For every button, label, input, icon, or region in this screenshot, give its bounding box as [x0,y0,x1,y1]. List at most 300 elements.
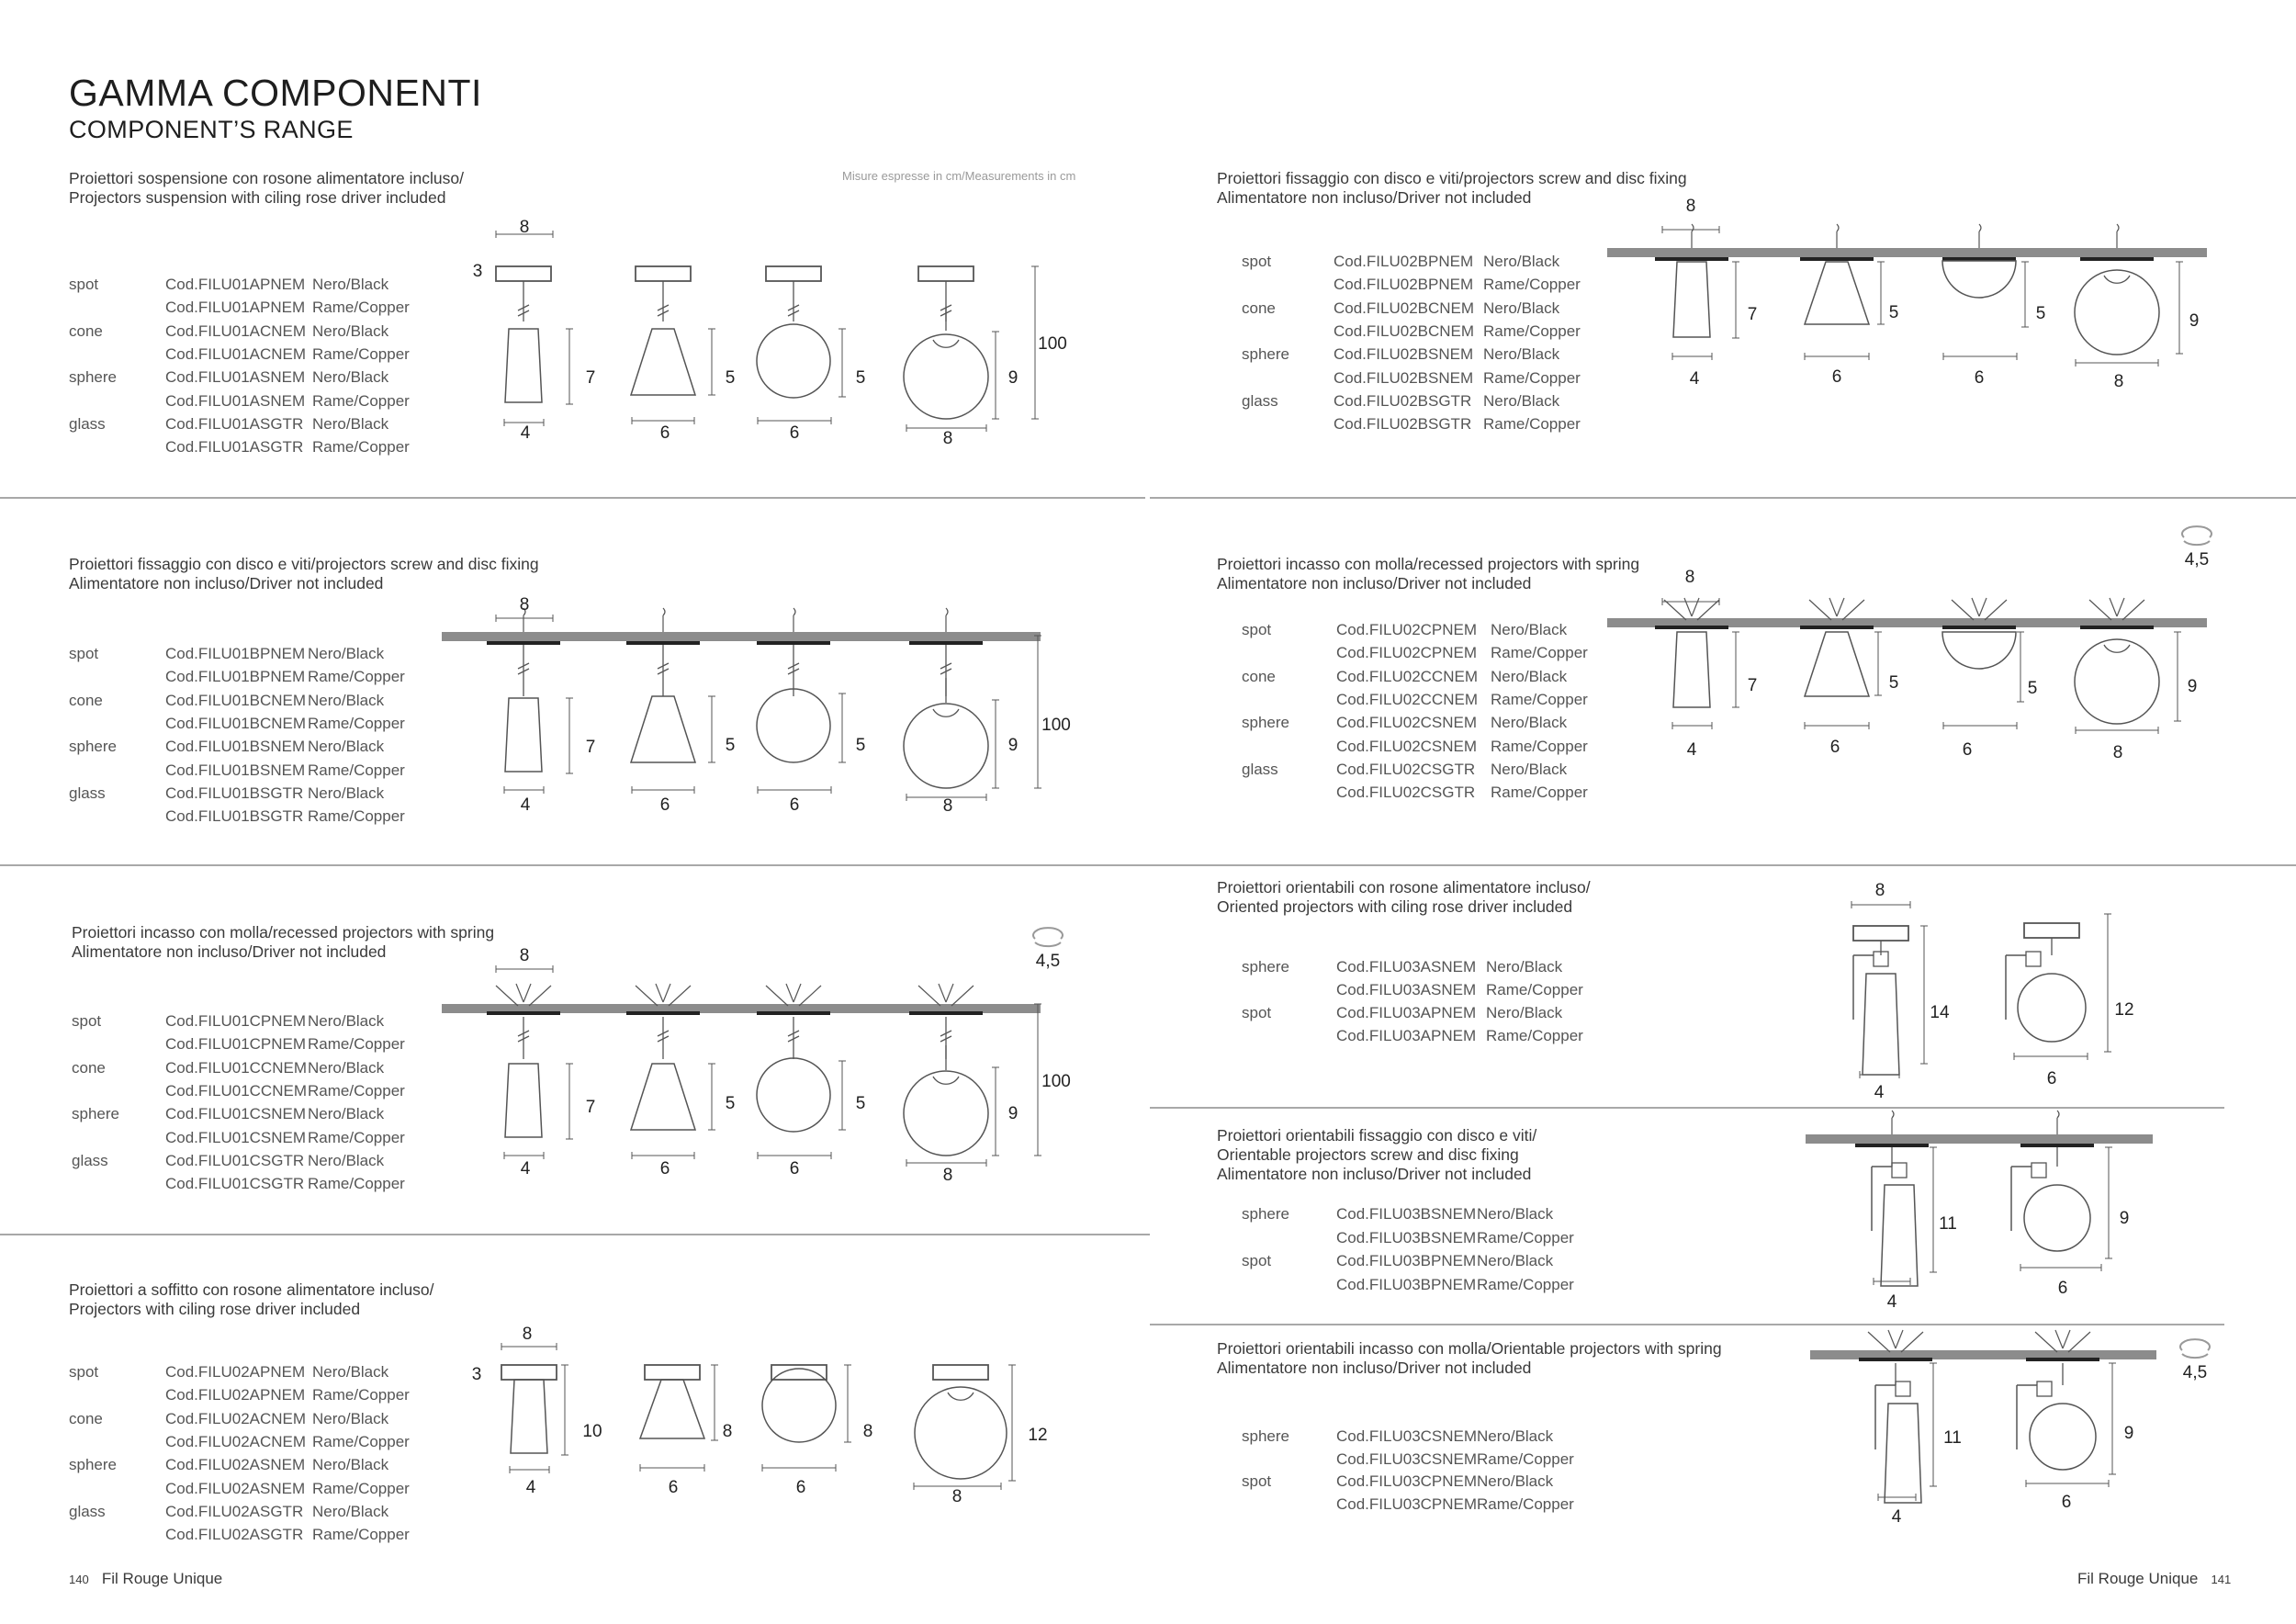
product-finish: Nero/Black [1491,714,1568,732]
product-finish: Nero/Black [308,1151,385,1169]
heading-line: Alimentatore non incluso/Driver not included [1217,574,1532,592]
product-code: Cod.FILU03BPNEM [1336,1252,1477,1269]
product-finish: Rame/Copper [1483,415,1581,434]
product-type: cone [69,1409,103,1427]
glass-inner-bulb [2104,645,2130,652]
dimension-label: 6 [1974,368,1985,388]
product-type: cone [72,1058,106,1077]
dimension-label: 9 [2189,311,2200,331]
product-finish: Nero/Black [1483,253,1560,270]
swivel-joint [2032,1163,2046,1178]
glass-inner-bulb [933,1077,959,1084]
drawing-line [786,984,793,1002]
fixing-disc [1655,257,1728,261]
ceiling-bar [1607,248,2207,257]
product-finish: Nero/Black [312,368,389,387]
dimension-label: 3 [472,262,483,281]
ceiling-rose [933,1365,988,1380]
product-code: Cod.FILU02BPNEM [1334,253,1474,270]
product-type: cone [69,691,103,709]
drawing-line [2117,598,2124,616]
product-code: Cod.FILU01BSNEM [165,738,306,756]
sphere-lamp-shape [1942,261,2016,298]
product-finish: Rame/Copper [1477,1494,1574,1513]
dimension-label: 6 [795,1478,806,1497]
product-code: Cod.FILU01CSNEM [165,1105,307,1123]
product-code: Cod.FILU01CCNEM [165,1058,307,1077]
dimension-label: 5 [2027,679,2038,698]
product-finish: Rame/Copper [308,807,405,826]
dimension-label: 8 [2113,372,2124,391]
fixing-disc [2080,257,2154,261]
ceiling-rose [766,266,821,281]
dimension-label: 5 [725,736,736,755]
ceiling-rose [636,266,691,281]
drawing-line [529,986,551,1006]
dimension-label: 6 [789,1159,800,1179]
product-type: cone [69,321,103,340]
product-code: Cod.FILU03BSNEM [1336,1205,1477,1223]
product-code: Cod.FILU02CPNEM [1336,644,1478,662]
product-type: glass [72,1151,108,1169]
spring-icon [1035,942,1061,946]
cable-end [1979,224,1981,231]
dimension-label: 12 [1028,1426,1048,1445]
heading-line: Alimentatore non incluso/Driver not included [72,942,387,961]
product-type: glass [69,414,106,433]
dimension-label: 5 [2035,304,2046,323]
spot-lamp-shape [505,329,542,402]
product-finish: Rame/Copper [1491,784,1588,802]
dimension-label: 6 [668,1478,679,1497]
product-finish: Rame/Copper [312,299,410,317]
dimension-label: 5 [855,368,866,388]
dimension-label: 8 [519,946,530,965]
product-finish: Nero/Black [308,738,385,756]
ceiling-rose [771,1365,827,1380]
product-code: Cod.FILU02BPNEM [1334,276,1474,294]
product-code: Cod.FILU03BSNEM [1336,1228,1477,1246]
product-code: Cod.FILU01BSGTR [165,807,304,826]
dimension-label: 11 [1943,1428,1962,1448]
ceiling-rose [496,266,551,281]
product-finish: Nero/Black [1483,299,1560,317]
dimension-label: 5 [1888,673,1899,693]
product-code: Cod.FILU02BSGTR [1334,415,1472,434]
heading-line: Alimentatore non incluso/Driver not included [1217,188,1532,207]
fixing-disc [757,641,830,645]
page-subtitle: COMPONENT’S RANGE [69,116,354,143]
dimension-label: 8 [862,1422,873,1441]
product-finish: Nero/Black [1491,621,1568,638]
dimension-label: 100 [1038,334,1067,354]
dimension-label: 5 [855,736,866,755]
drawing-line [1664,600,1686,620]
product-finish: Rame/Copper [308,1081,405,1100]
spring-disc [2080,626,2154,629]
product-code: Cod.FILU01BSGTR [165,784,304,802]
product-type: glass [69,1502,106,1520]
drawing-line [939,984,946,1002]
product-type: spot [1242,253,1272,270]
product-code: Cod.FILU02CPNEM [1336,621,1478,638]
product-code: Cod.FILU02ASNEM [165,1479,306,1497]
cable-end [2117,224,2119,231]
swivel-joint [1896,1382,1910,1396]
product-code: Cod.FILU01ASNEM [165,391,306,410]
product-code: Cod.FILU01BSNEM [165,761,306,779]
dimension-label: 7 [1747,305,1758,324]
cone-lamp-shape [631,1064,695,1130]
product-code: Cod.FILU02BSGTR [1334,391,1472,410]
drawing-line [1837,598,1844,616]
drawing-line [793,984,801,1002]
dimension-label: 8 [951,1487,962,1506]
heading-line: Proiettori a soffitto con rosone alimentatore incluso/ [69,1280,434,1299]
heading-line: Alimentatore non incluso/Driver not included [1217,1165,1532,1183]
dimension-label: 4 [525,1478,536,1497]
product-code: Cod.FILU01BCNEM [165,691,307,709]
product-code: Cod.FILU03APNEM [1336,1004,1477,1021]
product-type: glass [1242,391,1278,410]
product-code: Cod.FILU02CSNEM [1336,737,1478,755]
product-code: Cod.FILU01CSGTR [165,1175,305,1193]
dimension-label: 6 [659,795,670,815]
product-type: sphere [1242,1427,1289,1445]
product-code: Cod.FILU02CSNEM [1336,714,1478,732]
product-finish: Nero/Black [312,276,389,293]
fixing-disc [2020,1144,2094,1147]
dimension-label: 6 [1829,738,1840,757]
swivel-joint [2026,952,2041,966]
spring-icon [1033,928,1063,939]
product-code: Cod.FILU01ASNEM [165,368,306,387]
sphere-lamp-shape [1942,632,2016,669]
product-code: Cod.FILU03APNEM [1336,1027,1477,1044]
drawing-line [523,984,531,1002]
product-type: spot [69,1363,99,1381]
drawing-line [2122,600,2144,620]
drawing-line [918,986,940,1006]
product-finish: Nero/Black [1491,760,1568,778]
dimension-label: 6 [2057,1279,2068,1298]
sphere-lamp-shape [2030,1404,2096,1470]
spring-label: 4,5 [1035,952,1061,971]
cone-lamp-shape [1805,262,1869,324]
product-code: Cod.FILU02CCNEM [1336,667,1478,685]
product-finish: Nero/Black [308,1058,385,1077]
product-code: Cod.FILU01BCNEM [165,714,307,732]
spring-label: 4,5 [2184,550,2210,570]
product-code: Cod.FILU01CPNEM [165,1012,307,1030]
dimension-label: 7 [585,368,596,388]
sphere-lamp-shape [757,689,830,762]
product-code: Cod.FILU01ACNEM [165,344,307,363]
dimension-label: 7 [1747,676,1758,695]
drawing-line [1692,598,1699,616]
dimension-label: 4 [1886,1292,1897,1312]
ceiling-bar [1806,1134,2153,1144]
dimension-label: 6 [2046,1069,2057,1088]
product-finish: Nero/Black [1477,1205,1554,1223]
dimension-label: 5 [1888,303,1899,322]
product-code: Cod.FILU02APNEM [165,1386,306,1404]
product-finish: Rame/Copper [308,714,405,732]
ceiling-rose [918,266,974,281]
product-code: Cod.FILU01ASGTR [165,438,304,457]
heading-line: Oriented projectors with ciling rose driver included [1217,897,1573,916]
spot-lamp-shape [505,698,542,772]
cone-lamp-shape [1805,632,1869,696]
drawing-line [799,986,821,1006]
dimension-label: 3 [471,1365,482,1384]
product-code: Cod.FILU01CCNEM [165,1081,307,1100]
page-title: GAMMA COMPONENTI [69,72,482,114]
product-code: Cod.FILU02ASGTR [165,1526,304,1544]
glass-inner-bulb [2104,276,2130,283]
product-finish: Nero/Black [312,321,389,340]
product-finish: Rame/Copper [1483,368,1581,387]
product-code: Cod.FILU03BPNEM [1336,1275,1477,1293]
dimension-label: 4 [520,1159,531,1179]
dimension-label: 12 [2114,1000,2134,1020]
sphere-lamp-shape [757,324,830,398]
dimension-label: 8 [2112,743,2123,762]
glass-lamp-shape [915,1387,1007,1479]
product-finish: Rame/Copper [1477,1228,1574,1246]
product-code: Cod.FILU03CPNEM [1336,1494,1478,1513]
dimension-label: 8 [1684,568,1695,587]
product-finish: Rame/Copper [1477,1449,1574,1468]
dimension-label: 6 [659,423,670,443]
sphere-lamp-shape [2018,974,2086,1042]
product-finish: Rame/Copper [1477,1275,1574,1293]
drawing-line [1842,600,1864,620]
product-code: Cod.FILU03ASNEM [1336,981,1477,998]
product-finish: Nero/Black [308,645,385,662]
product-finish: Rame/Copper [312,438,410,457]
drawing-line [2068,1332,2090,1352]
drawing-line [2063,1330,2070,1348]
product-type: spot [69,645,99,662]
cone-lamp-shape [631,329,695,395]
product-code: Cod.FILU03CSNEM [1336,1449,1478,1468]
glass-inner-bulb [933,340,959,347]
product-code: Cod.FILU02BSNEM [1334,368,1474,387]
product-type: spot [72,1012,102,1030]
dimension-label: 4 [1874,1083,1885,1102]
dimension-label: 9 [1007,368,1019,388]
product-code: Cod.FILU02ACNEM [165,1432,307,1450]
cable-end [1837,224,1839,231]
dimension-label: 9 [1007,736,1019,755]
cable-end [663,608,665,615]
ceiling-rose [2024,923,2079,938]
spot-lamp-shape [1881,1185,1918,1286]
spot-lamp-shape [1863,974,1899,1075]
spot-lamp-shape [511,1380,547,1453]
spring-disc [757,1011,830,1015]
drawing-line [1896,1330,1903,1348]
heading-line: Projectors suspension with ciling rose driver included [69,188,446,207]
cable-end [1692,224,1694,231]
product-type: sphere [69,1456,117,1474]
product-finish: Rame/Copper [312,1386,410,1404]
dimension-label: 8 [522,1325,533,1344]
product-type: cone [1242,667,1276,685]
product-finish: Nero/Black [308,784,385,802]
drawing-line [946,984,953,1002]
brand-right: Fil Rouge Unique [2077,1570,2199,1587]
swivel-joint [2037,1382,2052,1396]
product-finish: Rame/Copper [312,391,410,410]
drawing-line [766,986,788,1006]
spring-disc [1942,626,2016,629]
spring-disc [626,1011,700,1015]
drawing-line [2110,598,2117,616]
spring-icon [2182,526,2212,537]
spring-icon [2184,541,2210,545]
sphere-lamp-shape [2024,1185,2090,1251]
heading-line: Proiettori orientabili fissaggio con disco e viti/ [1217,1126,1537,1145]
product-code: Cod.FILU02CCNEM [1336,690,1478,708]
drawing-line [1888,1330,1896,1348]
dimension-label: 7 [585,1098,596,1117]
drawing-line [516,984,523,1002]
product-type: spot [1242,621,1272,638]
dimension-label: 8 [519,595,530,615]
product-type: spot [1242,1252,1272,1269]
product-finish: Rame/Copper [1491,690,1588,708]
drawing-line [636,986,658,1006]
heading-line: Proiettori incasso con molla/recessed projectors with spring [72,923,495,942]
drawing-line [2055,1330,2063,1348]
product-code: Cod.FILU02BSNEM [1334,345,1474,364]
dimension-label: 100 [1041,1072,1071,1091]
product-code: Cod.FILU01APNEM [165,299,306,317]
product-finish: Rame/Copper [1491,644,1588,662]
spring-disc [1655,626,1728,629]
cable-end [1892,1111,1894,1118]
product-code: Cod.FILU03ASNEM [1336,958,1477,976]
dimension-label: 4 [1686,740,1697,760]
product-finish: Rame/Copper [1483,276,1581,294]
product-finish: Rame/Copper [312,1479,410,1497]
dimension-label: 8 [942,429,953,448]
spring-disc [1859,1358,1932,1361]
dimension-label: 4 [520,423,531,443]
product-finish: Nero/Black [1483,345,1560,364]
product-finish: Nero/Black [312,1502,389,1520]
ceiling-rose [645,1365,700,1380]
dimension-label: 6 [1831,367,1842,387]
product-type: glass [69,784,106,802]
product-finish: Nero/Black [312,1456,389,1474]
dimension-label: 8 [1874,881,1885,900]
product-type: spot [1242,1472,1272,1490]
heading-line: Orientable projectors screw and disc fixing [1217,1145,1519,1164]
dimension-label: 9 [2187,677,2198,696]
fixing-disc [626,641,700,645]
dimension-label: 7 [585,738,596,757]
dimension-label: 6 [789,795,800,815]
drawing-line [2089,600,2111,620]
footer-left [69,1570,222,1588]
product-type: spot [1242,1004,1272,1021]
dimension-label: 4 [1689,369,1700,389]
cone-lamp-shape [631,696,695,762]
dimension-label: 5 [855,1094,866,1113]
cable-end [946,608,948,615]
drawing-line [669,986,691,1006]
dimension-label: 8 [519,218,530,237]
heading-line: Proiettori orientabili con rosone alimentatore incluso/ [1217,878,1591,897]
heading-line: Projectors with ciling rose driver included [69,1300,361,1318]
drawing-line [1972,598,1979,616]
drawing-line [496,986,518,1006]
drawing-line [663,984,670,1002]
product-code: Cod.FILU01CSNEM [165,1128,307,1146]
product-finish: Nero/Black [1483,391,1560,410]
ceiling-rose [501,1365,557,1380]
drawing-line [1809,600,1831,620]
product-finish: Nero/Black [1486,1004,1563,1021]
spot-lamp-shape [1673,262,1710,337]
glass-inner-bulb [933,709,959,716]
product-code: Cod.FILU02BCNEM [1334,299,1475,317]
product-code: Cod.FILU02ASGTR [165,1502,304,1520]
product-code: Cod.FILU01BPNEM [165,645,306,662]
spot-lamp-shape [1673,632,1710,707]
product-code: Cod.FILU02BCNEM [1334,321,1475,340]
heading-line: Proiettori orientabili incasso con molla/Orientable projectors with spring [1217,1339,1722,1358]
product-code: Cod.FILU02CSGTR [1336,760,1476,778]
product-finish: Rame/Copper [312,1526,410,1544]
product-type: sphere [1242,1205,1289,1223]
product-code: Cod.FILU01BPNEM [165,668,306,686]
spot-lamp-shape [505,1064,542,1137]
dimension-label: 6 [1962,740,1973,760]
dimension-label: 6 [2061,1493,2072,1512]
dimension-label: 4 [1891,1507,1902,1527]
product-code: Cod.FILU01APNEM [165,276,306,293]
product-code: Cod.FILU03CPNEM [1336,1472,1478,1490]
fixing-disc [909,641,983,645]
product-code: Cod.FILU03CSNEM [1336,1427,1478,1445]
spring-icon [2180,1339,2210,1350]
ceiling-rose [1853,926,1908,941]
cable-end [2057,1111,2059,1118]
product-type: spot [69,276,99,293]
dimension-label: 9 [2119,1209,2130,1228]
product-type: glass [1242,760,1278,778]
fixing-disc [1855,1144,1929,1147]
fixing-disc [1800,257,1874,261]
product-finish: Rame/Copper [308,668,405,686]
page-number-right: 141 [2211,1573,2232,1586]
product-type: sphere [1242,714,1289,732]
product-code: Cod.FILU01CPNEM [165,1035,307,1054]
dimension-label: 9 [1007,1104,1019,1123]
product-type: sphere [1242,958,1289,976]
spring-disc [909,1011,983,1015]
heading-line: Proiettori sospensione con rosone alimentatore incluso/ [69,169,464,187]
dimension-label: 6 [659,1159,670,1179]
spring-disc [487,1011,560,1015]
heading-line: Alimentatore non incluso/Driver not included [69,574,384,592]
product-finish: Nero/Black [308,1012,385,1030]
product-code: Cod.FILU02ACNEM [165,1409,307,1427]
